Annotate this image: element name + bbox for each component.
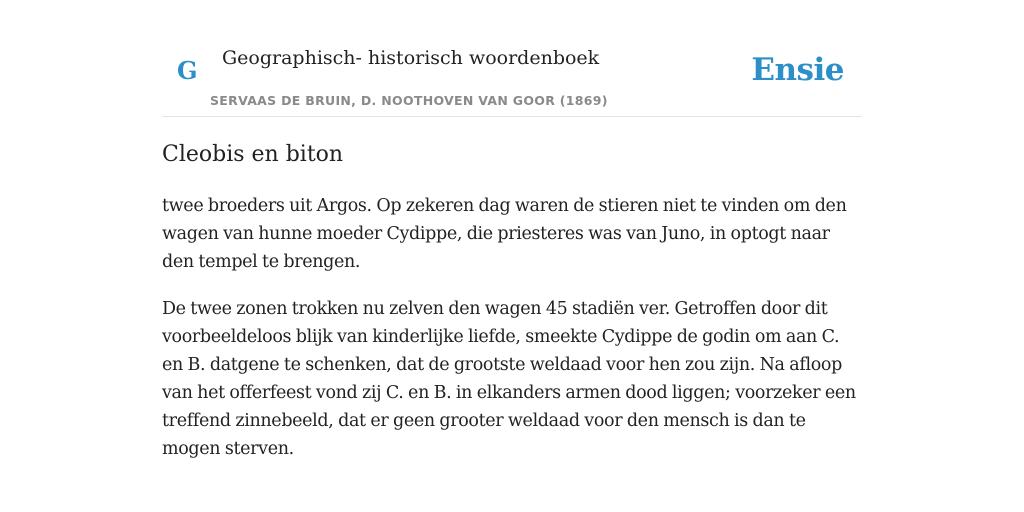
entry-title: Cleobis en biton: [162, 142, 344, 167]
page-header: [162, 0, 862, 117]
entry-paragraph: twee broeders uit Argos. Op zekeren dag waren de stieren niet te vinden om den wagen van hunne moeder Cydippe, die priesteres was van Juno, in optogt naar den tempel te brengen.: [162, 196, 847, 272]
book-title-link[interactable]: Geographisch- historisch woordenboek: [222, 47, 600, 69]
entry-paragraph: De twee zonen trokken nu zelven den wagen 45 stadiën ver. Getroffen door dit voorbeeldeloos blijk van kinderlijke liefde, smeekte Cydippe de godin om aan C. en B. datgene te schenken, dat de grootste weldaad voor hen zou zijn. Na afloop van het offerfeest vond zij C. en B. in elkanders armen dood liggen; voorzeker een treffend zinnebeeld, dat er geen grooter weldaad voor den mensch is dan te mogen sterven.: [162, 299, 856, 459]
site-logo[interactable]: Ensie: [751, 52, 844, 88]
entry-body: [162, 192, 862, 482]
book-letter-icon[interactable]: G: [177, 56, 198, 85]
book-author: SERVAAS DE BRUIN, D. NOOTHOVEN VAN GOOR (1869): [210, 93, 608, 108]
